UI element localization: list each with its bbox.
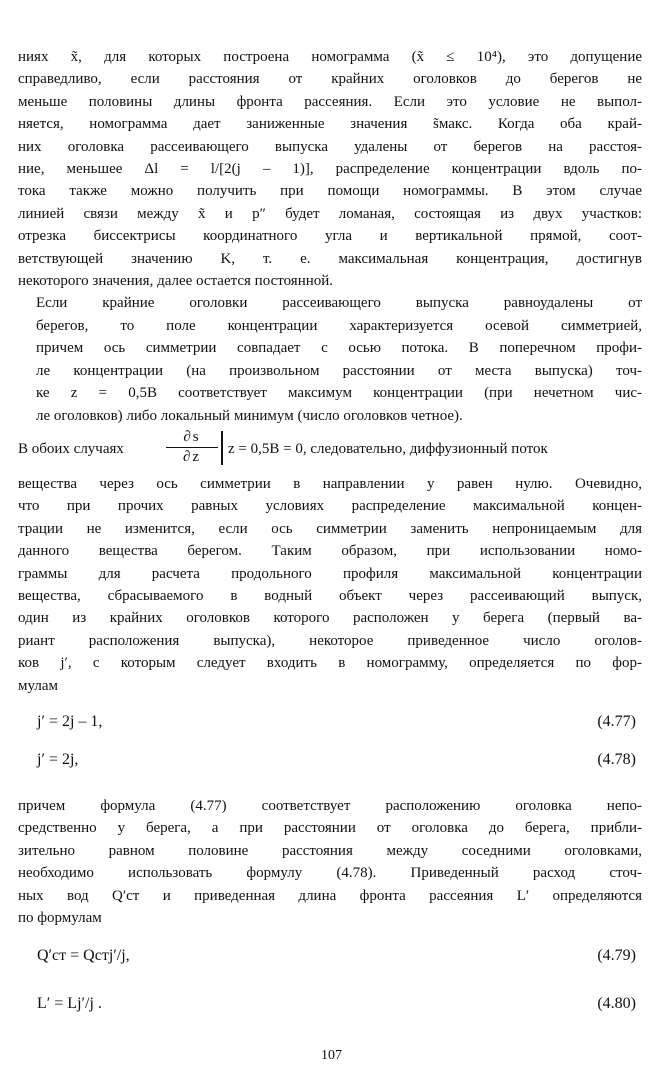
text-line: необходимо использовать формулу (4.78). Приведенный расход сточ- bbox=[18, 865, 642, 882]
text-line: няется, номограмма дает заниженные значения s̃макс. Когда оба край- bbox=[18, 116, 642, 133]
paragraph-1 bbox=[18, 46, 642, 292]
text-line: трации не изменится, если ось симметрии заменить непроницаемым для bbox=[18, 520, 642, 537]
text-line: отрезка биссектрисы координатного угла и вертикальной прямой, соот- bbox=[18, 228, 642, 245]
evaluation-condition: z = 0,5B bbox=[228, 440, 280, 457]
text-line: тока также можно получить при помощи номограммы. В этом случае bbox=[18, 183, 642, 200]
text-line: ле оголовков) либо локальный минимум (число оголовков четное). bbox=[36, 407, 463, 424]
text-line: них оголовка рассеивающего выпуска удалены от берегов на расстоя- bbox=[18, 138, 642, 155]
text-line: мулам bbox=[18, 677, 58, 694]
partial-derivative-fraction bbox=[166, 429, 218, 466]
equation-number: (4.79) bbox=[597, 947, 636, 965]
paragraph-3 bbox=[18, 473, 642, 697]
text-line: некоторого значения, далее остается постоянной. bbox=[18, 273, 334, 290]
equation-row bbox=[18, 747, 642, 785]
derivative-line bbox=[18, 429, 642, 473]
page-number: 107 bbox=[321, 1048, 342, 1063]
derivative-conclusion: = 0, следовательно, диффузионный поток bbox=[283, 440, 548, 457]
text-line: риант расположения выпуска), некоторое приведенное число оголов- bbox=[18, 632, 642, 649]
derivative-tail-text bbox=[228, 441, 642, 458]
paragraph-4 bbox=[18, 795, 642, 929]
text-line: средственно у берега, а при расстоянии от оголовка до берега, прибли- bbox=[18, 820, 642, 837]
text-line: что при прочих равных условиях распределение максимальной концен- bbox=[18, 498, 642, 515]
text-line: ниях x̃, для которых построена номограмма (x̃ ≤ 10⁴), это допущение bbox=[18, 49, 642, 65]
text-line: линией связи между x̃ и p″ будет ломаная, состоящая из двух участков: bbox=[18, 205, 642, 222]
text-line: берегов, то поле концентрации характеризуется осевой симметрией, bbox=[36, 317, 642, 334]
paragraph-2 bbox=[18, 292, 642, 426]
text-line: ле концентрации (на произвольном расстоянии от места выпуска) точ- bbox=[36, 362, 642, 379]
fraction-denominator: ∂z bbox=[182, 448, 202, 465]
text-line: причем ось симметрии совпадает с осью потока. В поперечном профи- bbox=[36, 340, 642, 357]
equation-row bbox=[18, 991, 642, 1039]
fraction-numerator: ∂s bbox=[166, 429, 218, 448]
text-line: ке z = 0,5B соответствует максимум концентрации (при нечетном чис- bbox=[36, 385, 642, 402]
equation-group-2 bbox=[18, 943, 642, 1039]
text-line: ветствующей значению K, т. е. максимальная концентрация, достигнув bbox=[18, 250, 642, 267]
text-line: один из крайних оголовков которого расположен у берега (первый ва- bbox=[18, 610, 642, 627]
equation-number: (4.77) bbox=[597, 712, 636, 730]
text-line: справедливо, если расстояния от крайних оголовков до берегов не bbox=[18, 71, 642, 88]
equation-expression: L′ = Lj′/j . bbox=[37, 995, 102, 1013]
derivative-lead-text: В обоих случаях bbox=[18, 440, 124, 457]
text-line: вещества через ось симметрии в направлении y равен нулю. Очевидно, bbox=[18, 475, 642, 492]
equation-row bbox=[18, 709, 642, 747]
text-line: вещества, сбрасываемого в водный объект через рассеивающий выпуск, bbox=[18, 587, 642, 604]
equation-expression: Q′ст = Qстj′/j, bbox=[37, 947, 130, 965]
equation-expression: j′ = 2j, bbox=[37, 750, 79, 768]
equation-row bbox=[18, 943, 642, 991]
page-body bbox=[18, 46, 642, 1039]
text-line: граммы для расчета продольного профиля максимальной концентрации bbox=[18, 565, 642, 582]
text-line: меньше половины длины фронта рассеяния. Если это условие не выпол- bbox=[18, 93, 642, 110]
text-line: ков j′, с которым следует входить в номограмму, определяется по фор- bbox=[18, 655, 642, 672]
text-line: причем формула (4.77) соответствует расположению оголовка непо- bbox=[18, 797, 642, 814]
equation-number: (4.80) bbox=[597, 995, 636, 1013]
equation-number: (4.78) bbox=[597, 750, 636, 768]
text-line: Если крайние оголовки рассеивающего выпуска равноудалены от bbox=[36, 295, 642, 312]
text-line: зительно равном половине расстояния между соседними оголовками, bbox=[18, 842, 642, 859]
text-line: ных вод Q′ст и приведенная длина фронта рассеяния L′ определяются bbox=[18, 887, 642, 904]
text-line: по формулам bbox=[18, 910, 102, 926]
equation-expression: j′ = 2j – 1, bbox=[37, 712, 103, 730]
text-line: данного вещества берегом. Таким образом, при использовании номо- bbox=[18, 543, 642, 560]
evaluation-bar bbox=[221, 431, 223, 465]
text-line: ние, меньшее Δl = l/[2(j – 1)], распределение концентрации вдоль по- bbox=[18, 161, 642, 178]
equation-group-1 bbox=[18, 709, 642, 785]
